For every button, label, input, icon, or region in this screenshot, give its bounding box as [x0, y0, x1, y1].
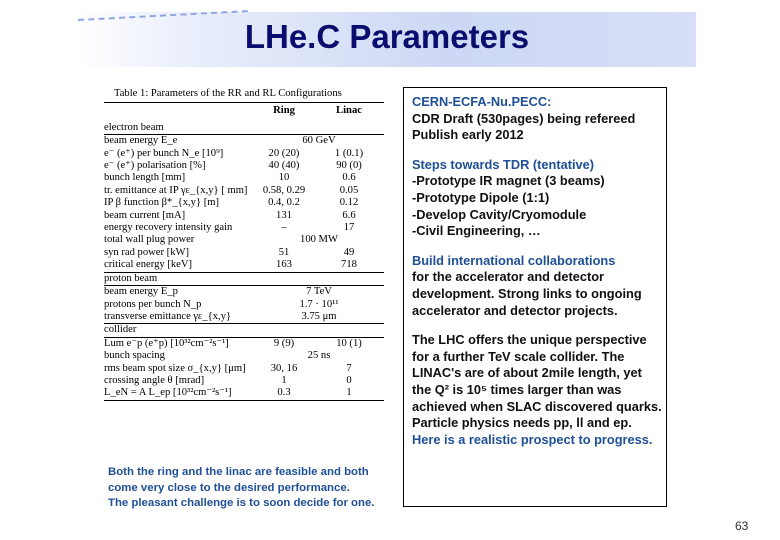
table-row	[104, 135, 384, 148]
box-line: development. Strong links to ongoing	[412, 285, 642, 301]
ring-value-cell: 9 (9)	[254, 337, 314, 350]
table-row	[104, 210, 384, 222]
parameter-label: tr. emittance at IP γε_{x,y} [ mm]	[104, 184, 248, 196]
ring-value-cell: 40 (40)	[268, 160, 300, 172]
table-row	[104, 185, 384, 197]
table-row	[104, 299, 384, 311]
ring-value-cell: 51	[278, 246, 290, 258]
linac-value-cell: 49	[343, 246, 355, 258]
table-row	[104, 197, 384, 209]
box-line: accelerator and detector projects.	[412, 302, 618, 318]
box-line: for the accelerator and detector	[412, 269, 605, 285]
table-row	[104, 259, 384, 272]
table-row	[104, 148, 384, 160]
box-line: Build international collaborations	[412, 252, 616, 268]
parameter-label: bunch length [mm]	[104, 172, 186, 184]
table-row	[104, 272, 384, 285]
conclusion-line: Both the ring and the linac are feasible and both	[108, 466, 369, 478]
table-row	[104, 387, 384, 399]
conclusion-line: The pleasant challenge is to soon decide for one.	[108, 497, 375, 510]
ring-value-cell: 1	[281, 374, 287, 386]
parameters-table-figure	[104, 88, 384, 401]
ring-value-cell: 0.4, 0.2	[268, 197, 300, 209]
ring-value-cell: 20 (20)	[268, 147, 300, 159]
linac-value-cell: 17	[343, 222, 355, 234]
parameter-label: beam current [mA]	[104, 209, 186, 221]
linac-value-cell	[314, 122, 384, 135]
shared-value-cell: 3.75 μm	[301, 310, 337, 322]
parameter-label: energy recovery intensity gain	[104, 222, 233, 234]
box-line: -Prototype IR magnet (3 beams)	[412, 173, 605, 189]
linac-value-cell: 7	[346, 362, 352, 374]
parameter-label: transverse emittance γε_{x,y}	[104, 310, 232, 322]
box-line: for a further TeV scale collider. The	[412, 348, 625, 364]
parameter-label: syn rad power [kW]	[104, 246, 190, 258]
parameter-label: total wall plug power	[104, 234, 195, 246]
table-row	[104, 172, 384, 184]
table-bottom-rule	[104, 400, 384, 401]
ring-value-cell	[254, 324, 314, 337]
table-caption: Table 1: Parameters of the RR and RL Configurations	[114, 88, 342, 99]
table-row	[104, 337, 384, 350]
ring-value-cell: 10	[278, 172, 290, 184]
linac-value-cell	[314, 272, 384, 285]
shared-value-cell: 100 MW	[300, 234, 338, 246]
column-header-ring: Ring	[273, 105, 295, 117]
ring-value-cell: 163	[276, 259, 292, 271]
parameter-label: e⁻ (e⁺) per bunch N_e [10⁹]	[104, 147, 224, 159]
linac-value-cell: 1	[346, 387, 352, 399]
page-number: 63	[735, 519, 749, 533]
linac-value-cell: 10 (1)	[314, 337, 384, 350]
slide-title: LHe.C Parameters	[244, 18, 530, 55]
ring-value-cell: 0.58, 0.29	[262, 184, 306, 196]
parameter-label: proton beam	[104, 272, 254, 285]
linac-value-cell: 0.12	[339, 197, 359, 209]
parameter-label: beam energy E_e	[104, 135, 254, 148]
box-line: LINAC's are of about 2mile length, yet	[412, 365, 642, 381]
parameter-label: bunch spacing	[104, 350, 165, 362]
ring-value-cell: 30, 16	[270, 362, 298, 374]
parameter-label: IP β function β*_{x,y} [m]	[104, 197, 220, 209]
ring-value-cell	[254, 122, 314, 135]
box-line: Steps towards TDR (tentative)	[412, 156, 595, 172]
box-line: CERN-ECFA-Nu.PECC:	[412, 94, 552, 109]
parameter-label: beam energy E_p	[104, 286, 254, 299]
parameter-label: e⁻ (e⁺) polarisation [%]	[104, 160, 206, 172]
box-line: achieved when SLAC discovered quarks.	[412, 398, 662, 414]
parameter-label: crossing angle θ [mrad]	[104, 374, 205, 386]
conclusion-text	[108, 465, 393, 512]
linac-value-cell: 0.05	[339, 184, 359, 196]
box-line: -Civil Engineering, …	[412, 223, 541, 239]
conclusion-line: come very close to the desired performance.	[108, 481, 350, 494]
parameter-label: L_eN = A L_ep [10³²cm⁻²s⁻¹]	[104, 387, 232, 399]
linac-value-cell	[314, 324, 384, 337]
box-line: the Q² is 10⁵ times larger than was	[412, 381, 622, 397]
parameters-table	[104, 103, 384, 399]
ring-value-cell: –	[281, 222, 287, 234]
table-row	[104, 311, 384, 324]
table-row	[104, 286, 384, 299]
table-row	[104, 247, 384, 259]
ring-value-cell	[254, 272, 314, 285]
box-line: Particle physics needs pp, ll and ep.	[412, 415, 632, 431]
shared-value-cell: 7 TeV	[254, 286, 384, 299]
box-line: -Prototype Dipole (1:1)	[412, 189, 550, 205]
table-row	[104, 375, 384, 387]
column-header-linac: Linac	[336, 105, 362, 117]
linac-value-cell: 1 (0.1)	[334, 147, 364, 159]
box-line: The LHC offers the unique perspective	[412, 332, 647, 348]
table-row	[104, 363, 384, 375]
table-row	[104, 324, 384, 337]
parameter-label: electron beam	[104, 121, 164, 133]
box-line: CDR Draft (530pages) being refereed	[412, 110, 636, 126]
parameter-label: critical energy [keV]	[104, 259, 193, 271]
table-body	[104, 122, 384, 400]
parameter-label: collider	[104, 324, 254, 337]
table-row	[104, 122, 384, 135]
box-line: -Develop Cavity/Cryomodule	[412, 206, 587, 222]
column-header-parameter	[104, 103, 254, 121]
shared-value-cell: 25 ns	[307, 350, 331, 362]
table-row	[104, 350, 384, 362]
linac-value-cell: 0	[346, 374, 352, 386]
box-line: Publish early 2012	[412, 127, 524, 143]
linac-value-cell: 6.6	[342, 209, 356, 221]
parameter-label: rms beam spot size σ_{x,y} [μm]	[104, 362, 246, 374]
shared-value-cell: 1.7 · 10¹¹	[299, 298, 339, 310]
title-band	[78, 12, 696, 67]
table-row	[104, 160, 384, 172]
ring-value-cell: 0.3	[277, 387, 291, 399]
linac-value-cell: 718	[341, 259, 357, 271]
status-text-box	[403, 87, 667, 507]
parameter-label: protons per bunch N_p	[104, 298, 202, 310]
box-line: Here is a realistic prospect to progress.	[412, 431, 653, 447]
table-row	[104, 234, 384, 246]
shared-value-cell: 60 GeV	[254, 135, 384, 148]
linac-value-cell: 90 (0)	[336, 160, 362, 172]
parameter-label: Lum e⁻p (e⁺p) [10³²cm⁻²s⁻¹]	[104, 337, 254, 350]
table-row	[104, 222, 384, 234]
linac-value-cell: 0.6	[342, 172, 356, 184]
ring-value-cell: 131	[276, 209, 292, 221]
